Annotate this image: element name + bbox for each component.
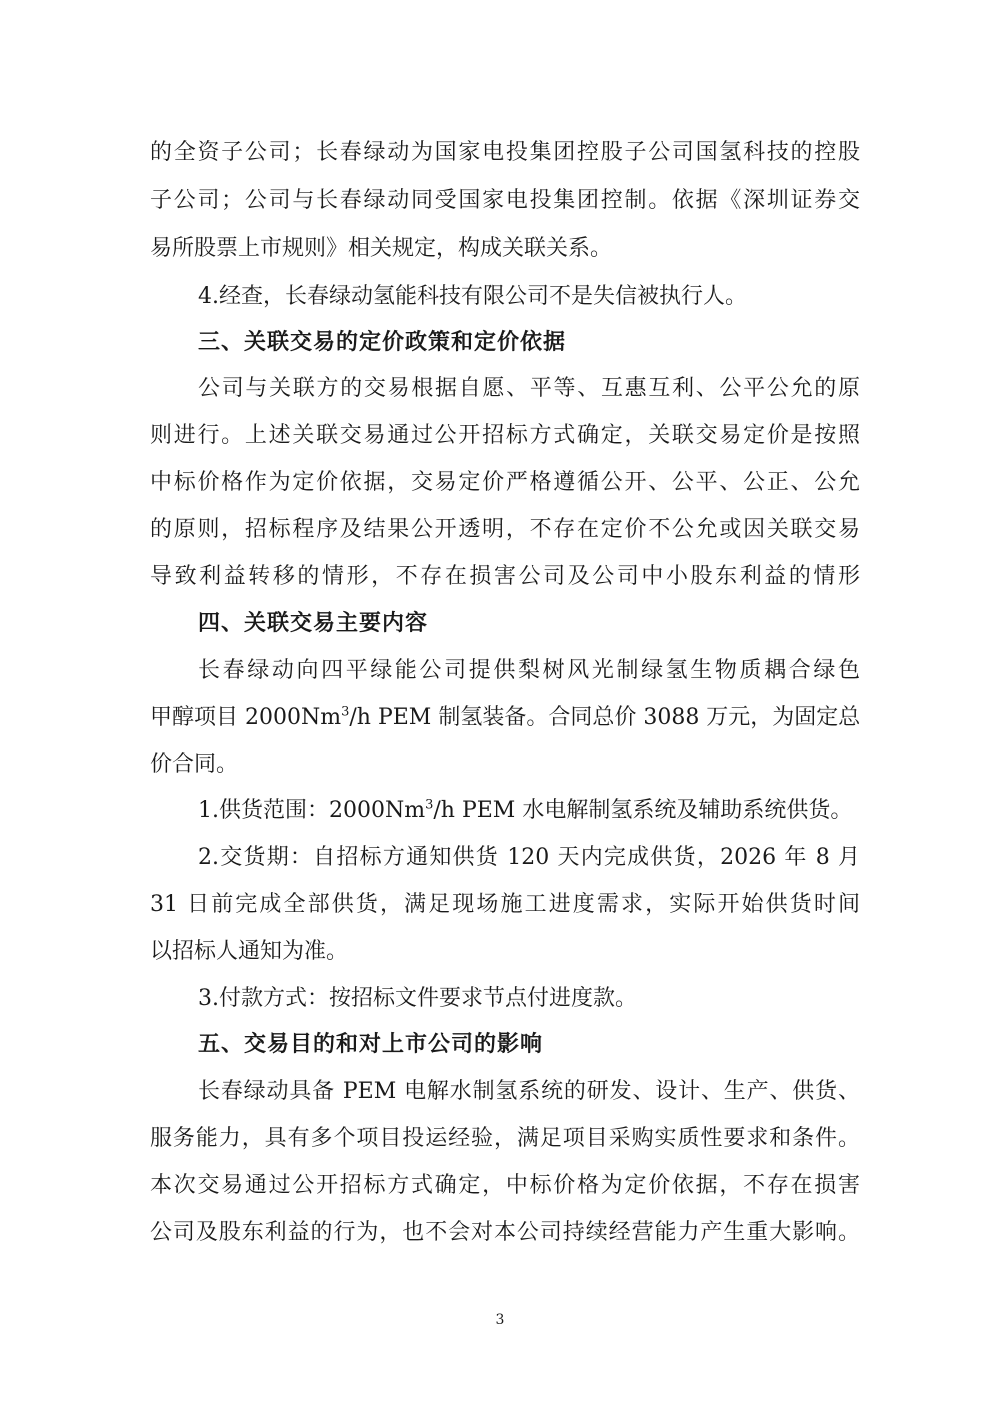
paragraph-line: 31 日前完成全部供货，满足现场施工进度需求，实际开始供货时间 [150,892,860,917]
paragraph-line: 公司与关联方的交易根据自愿、平等、互惠互利、公平公允的原 [198,376,860,401]
paragraph-line: 中标价格作为定价依据，交易定价严格遵循公开、公平、公正、公允 [150,470,860,495]
section-heading: 五、交易目的和对上市公司的影响 [198,1032,544,1057]
paragraph-line: 易所股票上市规则》相关规定，构成关联关系。 [150,236,613,261]
paragraph-line: 价合同。 [150,752,239,777]
text-segment: /h PEM 水电解制氢系统及辅助系统供货。 [433,798,853,823]
superscript: 3 [341,704,350,720]
paragraph-line: 本次交易通过公开招标方式确定，中标价格为定价依据，不存在损害 [150,1173,860,1198]
paragraph-line: 长春绿动具备 PEM 电解水制氢系统的研发、设计、生产、供货、 [198,1079,860,1104]
paragraph-line: 长春绿动向四平绿能公司提供梨树风光制绿氢生物质耦合绿色 [198,658,860,683]
list-item: 4.经查，长春绿动氢能科技有限公司不是失信被执行人。 [198,284,747,309]
list-item: 2.交货期：自招标方通知供货 120 天内完成供货，2026 年 8 月 [198,845,860,870]
text-segment: 1.供货范围：2000Nm [198,798,426,823]
paragraph-line: 公司及股东利益的行为，也不会对本公司持续经营能力产生重大影响。 [150,1220,860,1245]
paragraph-line: 服务能力，具有多个项目投运经验，满足项目采购实质性要求和条件。 [150,1126,860,1151]
paragraph-line: 导致利益转移的情形，不存在损害公司及公司中小股东利益的情形 [150,564,860,589]
paragraph-line: 的全资子公司；长春绿动为国家电投集团控股子公司国氢科技的控股 [150,140,860,165]
list-item: 3.付款方式：按招标文件要求节点付进度款。 [198,986,637,1011]
list-item [198,796,860,826]
section-heading: 四、关联交易主要内容 [198,611,429,636]
paragraph-line: 子公司；公司与长春绿动同受国家电投集团控制。依据《深圳证券交 [150,188,860,213]
paragraph-line: 以招标人通知为准。 [150,939,349,964]
superscript: 3 [425,797,434,813]
paragraph-line [150,703,860,733]
section-heading: 三、关联交易的定价政策和定价依据 [198,330,567,355]
text-segment: /h PEM 制氢装备。合同总价 3088 万元，为固定总 [349,705,860,730]
page-number: 3 [495,1312,505,1328]
paragraph-line: 的原则，招标程序及结果公开透明，不存在定价不公允或因关联交易 [150,517,860,542]
text-segment: 甲醇项目 2000Nm [150,705,342,730]
paragraph-line: 则进行。上述关联交易通过公开招标方式确定，关联交易定价是按照 [150,423,860,448]
